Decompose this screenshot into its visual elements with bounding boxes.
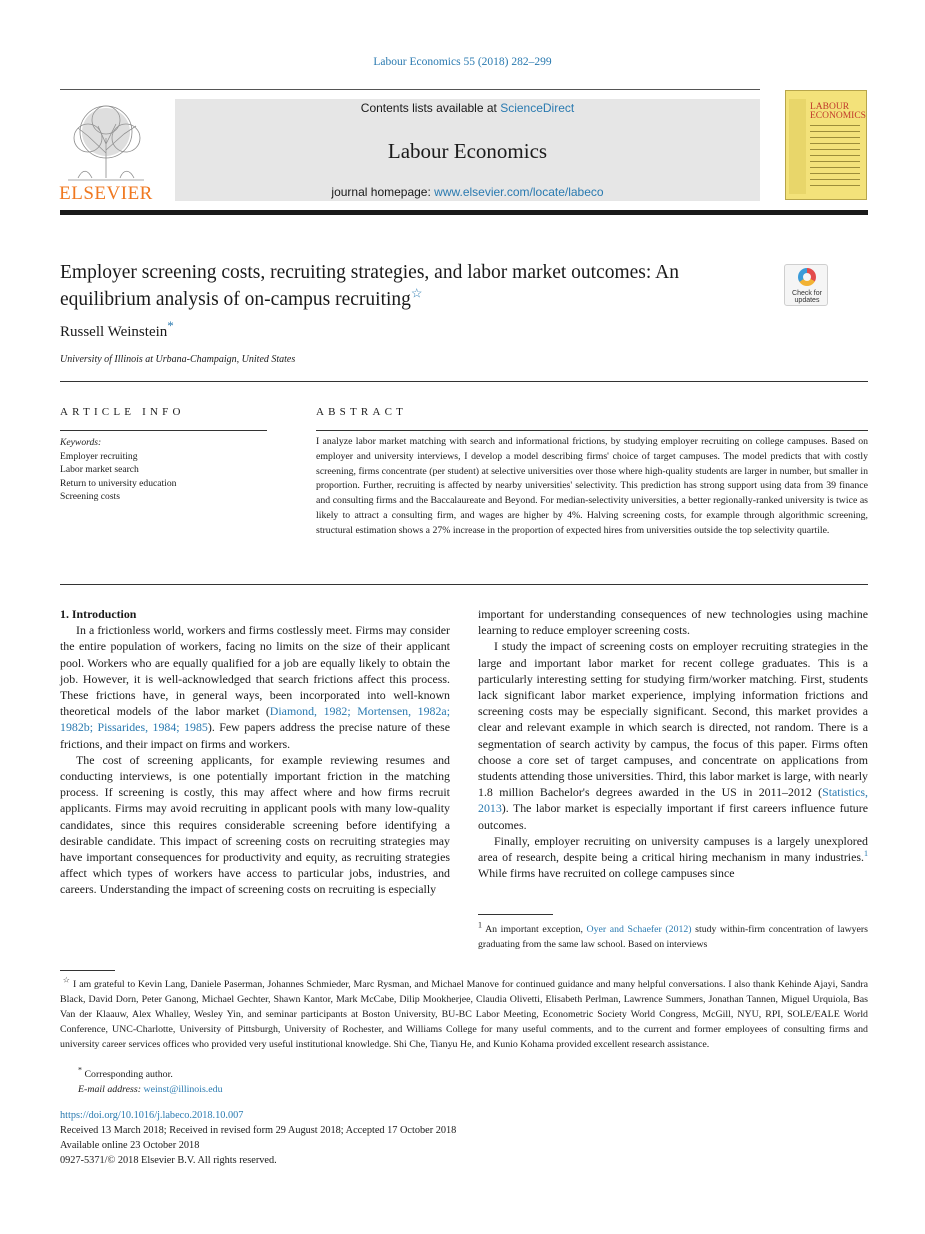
paragraph-text: ). Few papers address the precise nature of these frictions, and their impact on firms and workers.	[60, 720, 450, 751]
email-line	[60, 1082, 868, 1097]
footnote-rule	[60, 970, 115, 971]
keyword-item: Employer recruiting	[60, 450, 138, 462]
cover-sidebar	[789, 99, 806, 194]
check-for-updates-badge[interactable]	[784, 264, 828, 306]
keywords-label: Keywords:	[60, 437, 102, 448]
email-link[interactable]: weinst@illinois.edu	[143, 1084, 223, 1096]
footnote-mark: 1	[478, 920, 482, 930]
homepage-link[interactable]: www.elsevier.com/locate/labeco	[434, 185, 604, 199]
received-dates: Received 13 March 2018; Received in revised form 29 August 2018; Accepted 17 October 2018	[60, 1125, 457, 1136]
abstract-text: I analyze labor market matching with search and informational frictions, by studying employer recruiting on college campuses. Based on employer and university interviews, I develop a model describing firms' choice of target campuses. The model predicts that with costly screening, firms concentrate (per student) at selective universities over those where high-quality students are larger in number, but smaller in proportion. Further, recruiting is affected by nearby universities' selectivity. This prediction has strong support using data from 39 finance and consulting firms and the Baccalaureate and Beyond. For median-selectivity universities, a better regionally-ranked university is twice as likely to attract a consulting firm, and wages are higher by 4%. Halving screening costs, for example through algorithmic screening, structural estimation shows a 27% increase in the proportion of expected hires from universities outside the top selectivity quartile.	[316, 436, 868, 536]
article-title	[60, 259, 750, 313]
journal-name[interactable]: Labour Economics	[387, 139, 548, 163]
journal-reference[interactable]: Labour Economics 55 (2018) 282–299	[373, 56, 552, 68]
footnote-text: study within-firm concentration of lawyers graduating from the same law school. Based on interviews	[478, 924, 868, 950]
body-column-left	[60, 606, 450, 898]
article-title-text: Employer screening costs, recruiting strategies, and labor market outcomes: An equilibrium analysis of on-campus recruiting	[60, 262, 679, 310]
homepage-line	[175, 185, 760, 199]
title-footnote-star[interactable]: ☆	[410, 285, 423, 301]
keyword-item: Labor market search	[60, 464, 139, 475]
acknowledgement-footnote	[60, 977, 868, 1052]
homepage-prefix: journal homepage:	[331, 185, 435, 199]
corresponding-author-footnote	[60, 1067, 868, 1097]
citation-link[interactable]: Oyer and Schaefer (2012)	[586, 924, 692, 935]
contents-prefix: Contents lists available at	[360, 101, 501, 115]
section-title: 1. Introduction	[60, 607, 137, 621]
paragraph	[478, 638, 868, 832]
article-info-rule	[60, 430, 267, 431]
sciencedirect-link[interactable]: ScienceDirect	[500, 101, 575, 115]
contents-line	[175, 101, 760, 115]
cover-title: LABOUR ECONOMICS	[810, 102, 866, 121]
corresponding-author-mark[interactable]: *	[167, 318, 174, 333]
keyword-item: Screening costs	[60, 491, 120, 502]
header-rule-top	[60, 89, 760, 90]
check-for-updates-label: Check for updates	[792, 290, 822, 304]
abstract-heading: ABSTRACT	[316, 406, 408, 418]
check-for-updates-icon	[798, 268, 816, 286]
paragraph: important for understanding consequences of new technologies using machine learning to reduce employer screening costs.	[478, 607, 868, 638]
footnote-rule	[478, 914, 553, 915]
email-label: E-mail address:	[78, 1084, 144, 1096]
footnote-mark: *	[78, 1065, 82, 1075]
footnote-text: Corresponding author.	[82, 1069, 173, 1080]
copyright: 0927-5371/© 2018 Elsevier B.V. All rights reserved.	[60, 1155, 277, 1166]
paragraph	[478, 833, 868, 882]
footnote-text: I am grateful to Kevin Lang, Daniele Paserman, Johannes Schmieder, Marc Rysman, and Michael Manove for continued guidance and many helpful conversations. I also thank Kehinde Ajayi, Sandra Black, David Dorn, Peter Ganong, Michael Gechter, Shawn Kantor, Mark McCabe, Dilip Mookherjee, Claudia Olivetti, Elisabeth Perlman, Lawrence Summers, Jonathan Tannen, Miguel Urquiola, Bas Van der Klaauw, Alex Whalley, Wesley Yin, and seminar participants at Boston University, BU-BC Labor Meeting, Econometric Society World Congress, McGill, NYU, RPI, SOLE/EALE World Conference, UNC-Charlotte, University of Pittsburgh, University of Rochester, and Williams College for many useful comments, and to the current and former employees of consulting firms and university career services offices who provided very useful institutional knowledge. Shi Che, Tianyu He, and Kunio Kohama provided excellent research assistance.	[60, 979, 868, 1051]
footnote-1	[478, 922, 868, 952]
citation-link[interactable]: Diamond, 1982; Mortensen, 1982a; 1982b; Pissarides, 1984; 1985	[60, 704, 450, 735]
publication-info	[60, 1108, 868, 1168]
online-date: Available online 23 October 2018	[60, 1140, 200, 1151]
publisher-name[interactable]: ELSEVIER	[59, 183, 153, 204]
paragraph-text: ). The labor market is especially important if first careers influence future outcomes.	[478, 801, 868, 832]
journal-cover-thumbnail[interactable]	[785, 90, 867, 200]
footnote-mark: ☆	[62, 975, 71, 985]
author-affiliation: University of Illinois at Urbana-Champaign, United States	[60, 354, 296, 365]
keywords-block	[60, 436, 267, 504]
paragraph: The cost of screening applicants, for example reviewing resumes and conducting interviews, is one potentially important friction in the matching process. If screening is costly, this may affect where and how firms recruit applicants. Firms may avoid recruiting in applicant pools with many low-quality candidates, since this requires considerable screening before identifying a desirable candidate. This impact of screening costs on recruiting strategies may have important consequences for productivity and equity, as recruiting strategies affect which types of workers have access to particular jobs, industries, and careers. Understanding the impact of screening costs on recruiting is especially	[60, 752, 450, 897]
body-column-right	[478, 606, 868, 881]
keyword-item: Return to university education	[60, 477, 177, 489]
paragraph	[60, 622, 450, 752]
citation-link[interactable]: Statistics, 2013	[478, 785, 868, 816]
cover-text-lines	[810, 125, 860, 191]
footnote-text: An important exception,	[482, 924, 587, 935]
author-name-text[interactable]: Russell Weinstein	[60, 324, 168, 340]
paragraph-text: I study the impact of screening costs on employer recruiting strategies in the large and important labor market for recent college graduates. This is a particularly interesting setting for studying firm/worker matching. First, students lack significant labor market experience, implying information frictions and screening costs may be especially significant. Second, this market provides a clear and relevant example in which search is directed, not random. There is a segmentation of search activity by campus, the focus of this paper. Firms often choose a core set of target campuses, and concentrate on applications from students attending those universities. Third, this labor market is large, with nearly 1.8 million Bachelor's degrees awarded in the US in 2011–2012 (	[478, 639, 868, 800]
corresponding-line	[60, 1067, 868, 1082]
doi-link[interactable]: https://doi.org/10.1016/j.labeco.2018.10.007	[60, 1110, 244, 1121]
abstract-bottom-rule	[60, 584, 868, 585]
header-rule-thick	[60, 210, 868, 215]
paragraph-text: Finally, employer recruiting on university campuses is a largely unexplored area of research, despite being a critical hiring mechanism in many industries.	[478, 833, 868, 865]
paragraph-text: While firms have recruited on college campuses since	[478, 866, 735, 881]
footnote-ref[interactable]: 1	[864, 849, 868, 859]
title-rule	[60, 381, 868, 382]
abstract-rule	[316, 430, 868, 431]
author-name	[60, 318, 174, 341]
article-info-heading: ARTICLE INFO	[60, 406, 185, 418]
paragraph-text: In a frictionless world, workers and firms costlessly meet. Firms may consider the entire population of workers, facing no limits on the size of their applicant pool. Workers who are equally qualified for a job are equally likely to obtain the job. However, it is well-acknowledged that search frictions affect this process. These frictions have, in general ways, been incorporated into well-known theoretical models of the labor market (	[60, 623, 450, 719]
